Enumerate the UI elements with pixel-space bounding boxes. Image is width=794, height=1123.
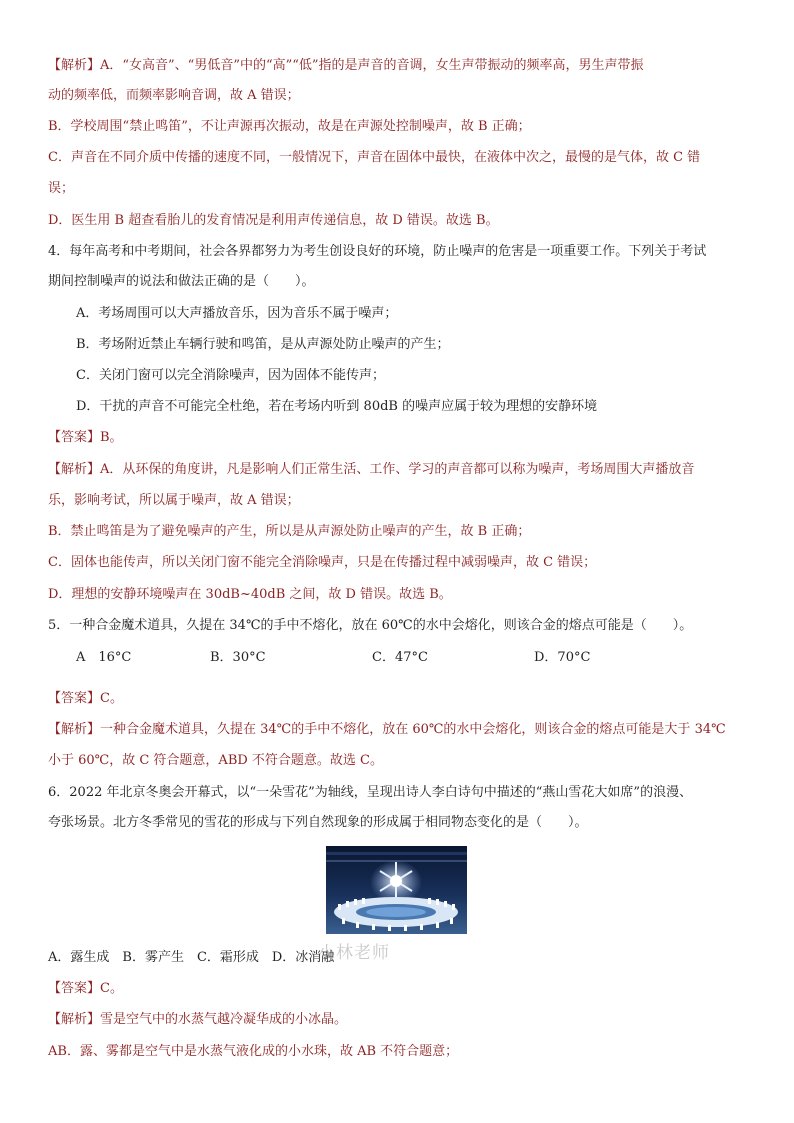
snowflake-ceremony-photo <box>326 846 467 934</box>
q6-answer: 【答案】C。 <box>48 981 123 996</box>
q4-option-d: D．干扰的声音不可能完全杜绝，若在考场内听到 80dB 的噪声应属于较为理想的安静环境 <box>76 399 598 414</box>
q4-analysis-line-5: D．理想的安静环境噪声在 30dB~40dB 之间，故 D 错误。故选 B。 <box>48 587 452 602</box>
q4-analysis-line-4: C．固体也能传声，所以关闭门窗不能完全消除噪声，只是在传播过程中减弱噪声，故 C 错误； <box>48 555 597 570</box>
q3-analysis-line-6: D．医生用 B 超查看胎儿的发育情况是利用声传递信息，故 D 错误。故选 B。 <box>48 213 499 228</box>
q6-stem-line-1: 6．2022 年北京冬奥会开幕式，以“一朵雪花”为轴线，呈现出诗人李白诗句中描述的“燕山雪花大如席”的浪漫、 <box>48 785 693 800</box>
watermark: 小林老师 <box>318 943 390 963</box>
q5-analysis-line-2: 小于 60℃，故 C 符合题意，ABD 不符合题意。故选 C。 <box>48 753 384 768</box>
q3-analysis-line-5: 误； <box>48 181 75 196</box>
q5-option-a: A 16°C <box>76 650 132 665</box>
q3-analysis-line-2: 动的频率低，而频率影响音调，故 A 错误； <box>48 88 300 103</box>
q6-analysis-line-2: AB．露、雾都是空气中是水蒸气液化成的小水珠，故 AB 不符合题意； <box>48 1044 459 1059</box>
q4-analysis-line-2: 乐，影响考试，所以属于噪声，故 A 错误； <box>48 493 300 508</box>
q4-stem-line-1: 4．每年高考和中考期间，社会各界都努力为考生创设良好的环境，防止噪声的危害是一项重要工作。下列关于考试 <box>48 244 707 259</box>
q5-option-b: B．30°C <box>210 650 266 665</box>
q3-analysis-line-3: B．学校周围“禁止鸣笛”，不让声源再次振动，故是在声源处控制噪声，故 B 正确； <box>48 119 531 134</box>
q5-option-c: C．47°C <box>372 650 428 665</box>
q3-analysis-line-1: 【解析】A．“女高音”、“男低音”中的“高”“低”指的是声音的音调，女生声带振动的频率高，男生声带振 <box>48 58 644 73</box>
q4-option-a: A．考场周围可以大声播放音乐，因为音乐不属于噪声； <box>76 306 398 321</box>
q4-option-c: C．关闭门窗可以完全消除噪声，因为固体不能传声； <box>76 368 385 383</box>
q6-options: A．露生成 B．雾产生 C．霜形成 D．冰消融 <box>48 950 335 965</box>
q4-stem-line-2: 期间控制噪声的说法和做法正确的是（ ）。 <box>48 274 315 289</box>
q5-stem: 5．一种合金魔术道具，久提在 34℃的手中不熔化，放在 60℃的水中会熔化，则该合金的熔点可能是（ ）。 <box>48 618 693 633</box>
q4-analysis-line-1: 【解析】A．从环保的角度讲，凡是影响人们正常生活、工作、学习的声音都可以称为噪声，考场周围大声播放音 <box>48 462 695 477</box>
q6-analysis-line-1: 【解析】雪是空气中的水蒸气越冷凝华成的小冰晶。 <box>48 1012 348 1027</box>
q3-analysis-line-4: C．声音在不同介质中传播的速度不同，一般情况下，声音在固体中最快，在液体中次之，最慢的是气体，故 C 错 <box>48 150 701 165</box>
q5-answer: 【答案】C。 <box>48 691 123 706</box>
q4-option-b: B．考场附近禁止车辆行驶和鸣笛，是从声源处防止噪声的产生； <box>76 337 450 352</box>
q5-option-d: D．70°C <box>534 650 591 665</box>
snowflake-ceremony-illustration <box>326 846 467 934</box>
q5-analysis-line-1: 【解析】一种合金魔术道具，久提在 34℃的手中不熔化，放在 60℃的水中会熔化，则该合金的熔点可能是大于 34℃ <box>48 722 726 737</box>
q4-answer: 【答案】B。 <box>48 430 123 445</box>
q4-analysis-line-3: B．禁止鸣笛是为了避免噪声的产生，所以是从声源处防止噪声的产生，故 B 正确； <box>48 524 531 539</box>
q6-stem-line-2: 夸张场景。北方冬季常见的雪花的形成与下列自然现象的形成属于相同物态变化的是（ ）。 <box>48 815 588 830</box>
